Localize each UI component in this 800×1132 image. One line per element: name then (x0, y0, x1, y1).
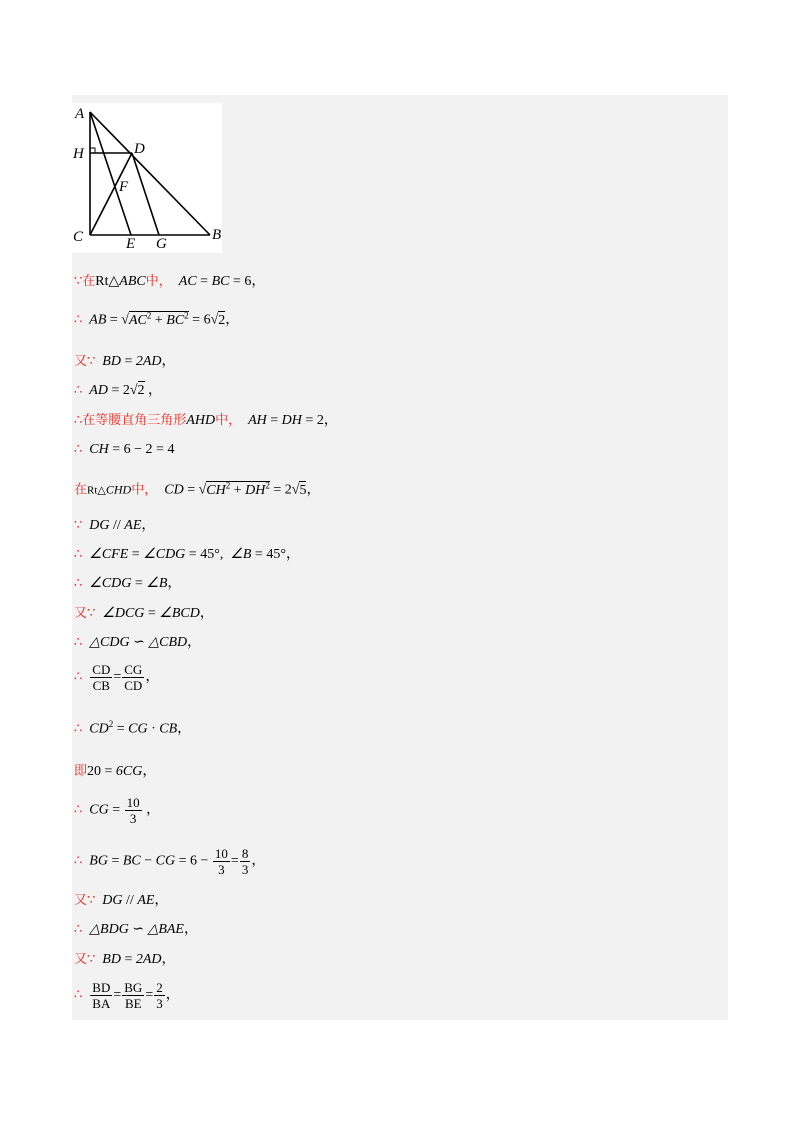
step-line-18: 又∵ DG // AE， (74, 893, 169, 908)
label-E: E (126, 236, 136, 252)
step-line-2: ∴ AB = $√AC^2 + BC^2 = 6√2$， (74, 310, 240, 328)
label-F: F (119, 179, 129, 195)
step-line-10: ∴ ∠CDG = ∠B， (74, 576, 182, 591)
segment-AB (90, 112, 210, 235)
step-line-20: 又∵ BD = 2AD， (74, 952, 176, 967)
step-line-5: ∴在等腰直角三角形AHD中， AH = DH = 2， (74, 413, 338, 428)
segment-AE (90, 112, 131, 235)
triangle-diagram (72, 103, 222, 253)
step-line-4: ∴ AD = 2√2 ， (74, 383, 163, 398)
step-line-9: ∴ ∠CFE = ∠CDG = 45°, ∠B = 45°， (74, 547, 300, 562)
label-B: B (212, 227, 222, 243)
step-line-19: ∴ △BDG ∽ △BAE， (74, 922, 198, 937)
label-A: A (75, 106, 85, 122)
step-line-16: ∴ CG = $\frac{10}{3}$ ， (74, 795, 161, 826)
step-line-13: ∴ $\frac{CD}{CB}$ = $\frac{CG}{CD}$ ， (74, 662, 160, 693)
segment-DG (132, 153, 159, 235)
step-line-17: ∴ BG = BC − CG = 6 − $\frac{10}{3}$ = $\frac{8}{3}$ ， (74, 846, 266, 877)
label-H: H (73, 146, 84, 162)
geometry-figure (72, 103, 222, 253)
step-line-11: 又∵ ∠DCG = ∠BCD， (74, 606, 214, 621)
step-line-21: ∴ $\frac{BD}{BA}$ = $\frac{BG}{BE}$ = $\frac{2}{3}$ ， (74, 980, 180, 1011)
step-line-14: ∴ $CD^2$ = CG · CB， (74, 719, 192, 737)
step-line-6: ∴ CH = 6 − 2 = 4 (74, 442, 175, 457)
step-line-12: ∴ △CDG ∽ △CBD， (74, 635, 202, 650)
label-G: G (156, 236, 167, 252)
label-C: C (73, 229, 84, 245)
step-line-7: 在Rt△CHD中， CD = $√CH^2 + DH^2 = 2√5$， (74, 480, 321, 498)
step-line-15: 即20 = 6CG， (74, 764, 157, 779)
step-line-3: 又∵ BD = 2AD， (74, 354, 176, 369)
step-line-8: ∵ DG // AE， (74, 518, 156, 533)
step-line-1: ∵在Rt△ABC中， AC = BC = 6， (74, 274, 266, 289)
label-D: D (134, 141, 145, 157)
